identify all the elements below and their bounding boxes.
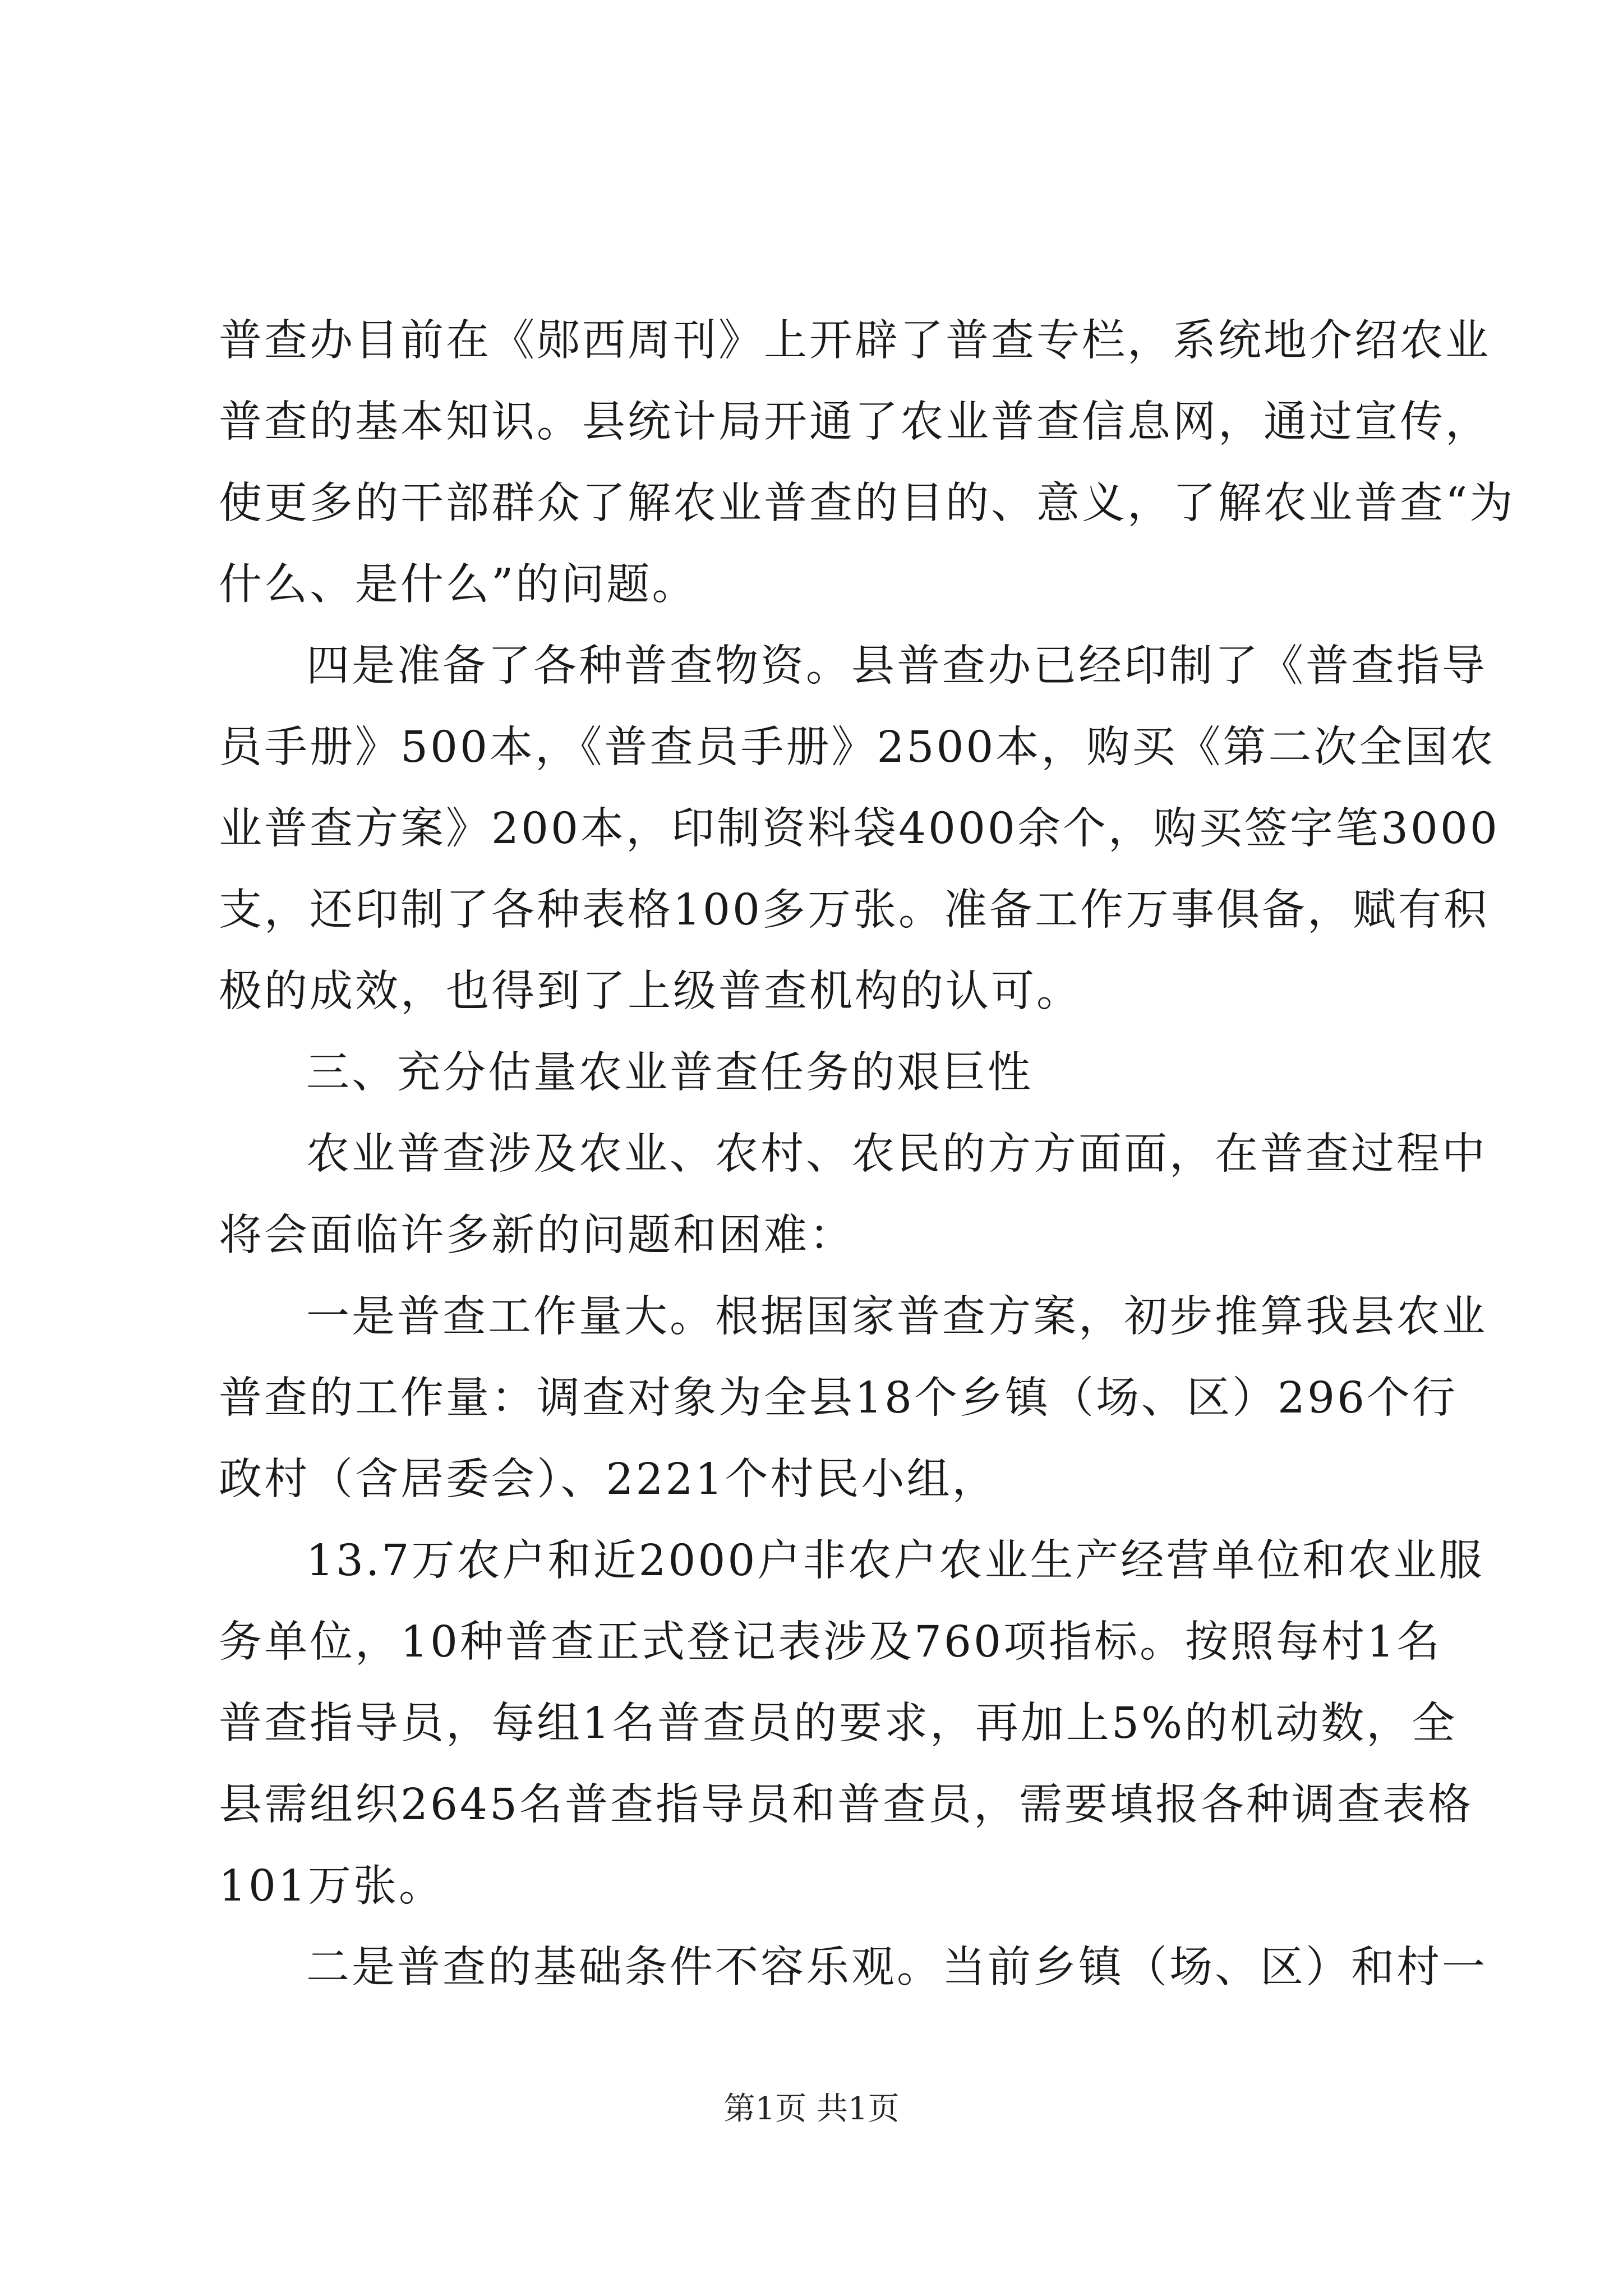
paragraph-start-line: 四是准备了各种普查物资。县普查办已经印制了《普查指导	[306, 641, 1487, 691]
section-heading: 三、充分估量农业普查任务的艰巨性	[306, 1048, 1033, 1098]
text-line: 普查指导员，每组1名普查员的要求，再加上5%的机动数，全	[219, 1699, 1458, 1749]
text-line: 使更多的干部群众了解农业普查的目的、意义，了解农业普查“为	[219, 478, 1515, 528]
text-line: 什么、是什么”的问题。	[219, 560, 698, 610]
paragraph-start-line: 13.7万农户和近2000户非农户农业生产经营单位和农业服	[306, 1536, 1484, 1586]
paragraph-start-line: 农业普查涉及农业、农村、农民的方方面面，在普查过程中	[306, 1129, 1487, 1179]
text-line: 101万张。	[219, 1861, 444, 1911]
text-line: 政村（含居委会）、2221个村民小组，	[219, 1455, 998, 1504]
text-line: 支，还印制了各种表格100多万张。准备工作万事俱备，赋有积	[219, 885, 1489, 935]
text-line: 极的成效，也得到了上级普查机构的认可。	[219, 967, 1082, 1016]
text-line: 普查的基本知识。县统计局开通了农业普查信息网，通过宣传，	[219, 397, 1491, 447]
text-line: 普查办目前在《郧西周刊》上开辟了普查专栏，系统地介绍农业	[219, 316, 1491, 366]
text-line: 务单位，10种普查正式登记表涉及760项指标。按照每村1名	[219, 1617, 1442, 1667]
text-line: 县需组织2645名普查指导员和普查员，需要填报各种调查表格	[219, 1780, 1473, 1830]
text-line: 普查的工作量：调查对象为全县18个乡镇（场、区）296个行	[219, 1373, 1458, 1423]
text-line: 将会面临许多新的问题和困难：	[219, 1211, 855, 1260]
page-footer: 第1页 共1页	[723, 2091, 900, 2127]
text-line: 业普查方案》200本，印制资料袋4000余个，购买签字笔3000	[219, 804, 1500, 854]
paragraph-start-line: 一是普查工作量大。根据国家普查方案，初步推算我县农业	[306, 1292, 1487, 1342]
text-line: 员手册》500本，《普查员手册》2500本，购买《第二次全国农	[219, 723, 1496, 772]
body-text	[219, 300, 1515, 2008]
paragraph-start-line: 二是普查的基础条件不容乐观。当前乡镇（场、区）和村一	[306, 1943, 1487, 1993]
